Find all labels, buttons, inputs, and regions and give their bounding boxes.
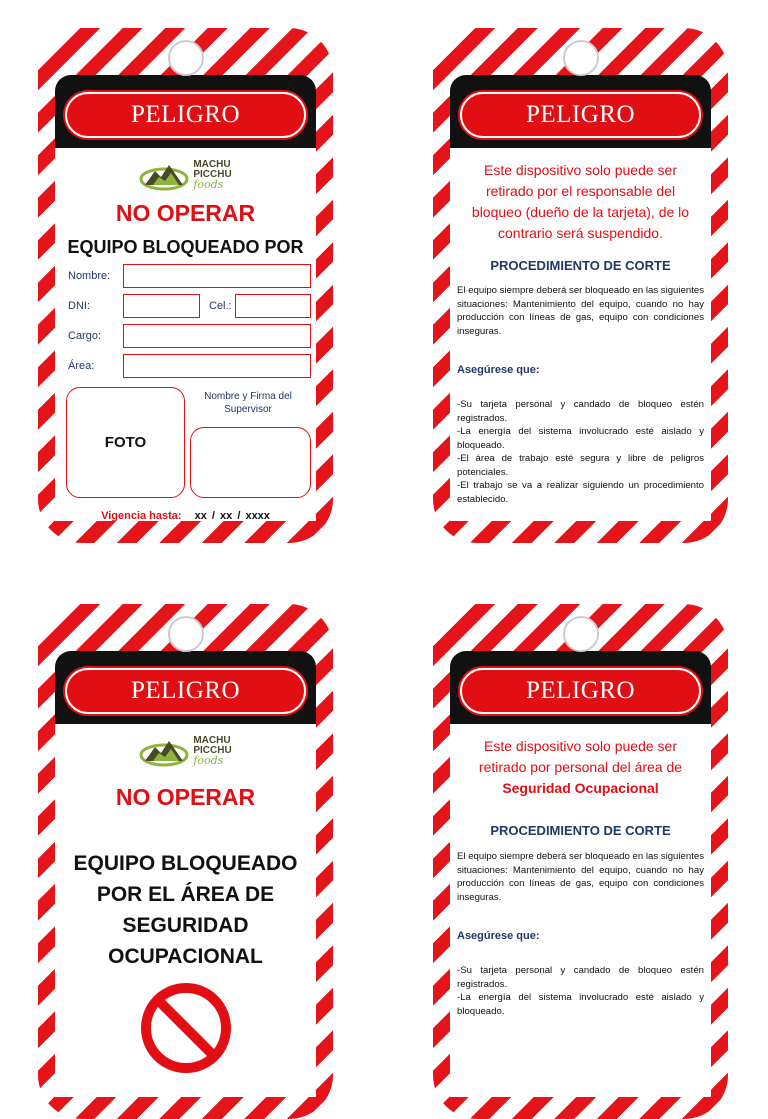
ensure-title: Asegúrese que: (457, 364, 540, 376)
prohibited-icon (140, 982, 232, 1074)
ensure-title: Asegúrese que: (457, 930, 540, 942)
ensure-list (457, 398, 704, 506)
nombre-label: Nombre: (68, 270, 111, 282)
warning-text: Este dispositivo solo puede ser retirado por personal del área de (478, 738, 683, 775)
photo-label: FOTO (104, 434, 147, 451)
vigencia-label: Vigencia hasta: (101, 510, 182, 522)
ensure-item: -El trabajo se va a realizar siguiendo un procedimiento establecido. (457, 480, 704, 505)
ensure-list (457, 964, 704, 1018)
cargo-label: Cargo: (68, 330, 102, 342)
removal-warning (463, 736, 698, 799)
security-block-subtitle: EQUIPO BLOQUEADO POR EL ÁREA DE SEGURIDAD OCUPACIONAL (73, 852, 298, 968)
logo-line-picchu: PICCHU (193, 169, 232, 180)
cel-field[interactable] (235, 294, 311, 318)
company-logo (38, 730, 333, 772)
photo-box[interactable] (66, 387, 185, 498)
equipo-bloqueado-subtitle: EQUIPO BLOQUEADO POR (67, 237, 304, 257)
ensure-item: -El área de trabajo esté segura y libre de peligros potenciales. (457, 453, 704, 478)
area-label: Área: (68, 360, 95, 372)
lockout-tag-personal-front (38, 28, 333, 543)
ensure-item: -Su tarjeta personal y candado de bloqueo estén registrados. (457, 965, 704, 990)
vigencia-value: xx / xx / xxxx (194, 510, 270, 522)
logo-text (193, 736, 231, 766)
lockout-tag-security-back (433, 604, 728, 1119)
lockout-tag-personal-back (433, 28, 728, 543)
tag-hole (563, 40, 599, 76)
company-logo (38, 154, 333, 196)
vigencia-line (38, 510, 333, 522)
logo-line-foods: foods (193, 178, 224, 191)
tag-hole (168, 40, 204, 76)
dni-label: DNI: (68, 300, 90, 312)
peligro-banner: PELIGRO (65, 668, 306, 714)
cargo-field[interactable] (123, 324, 311, 348)
warning-bold: Seguridad Ocupacional (502, 780, 659, 796)
logo-line-machu: MACHU (193, 159, 231, 170)
cel-label: Cel.: (209, 300, 232, 312)
procedure-text: El equipo siempre deberá ser bloqueado en las siguientes situaciones: Mantenimiento del equipo, cuando no hay producción con líneas de gas, equipo con condiciones inseguras. (457, 285, 704, 337)
procedure-title: PROCEDIMIENTO DE CORTE (490, 823, 671, 838)
logo-line-machu: MACHU (193, 735, 231, 746)
tag-hole (563, 616, 599, 652)
peligro-banner: PELIGRO (460, 668, 701, 714)
logo-line-foods: foods (193, 754, 224, 767)
tag-hole (168, 616, 204, 652)
ensure-item: -La energía del sistema involucrado esté aislado y bloqueado. (457, 992, 704, 1017)
ensure-item: -La energía del sistema involucrado esté aislado y bloqueado. (457, 426, 704, 451)
nombre-field[interactable] (123, 264, 311, 288)
dni-field[interactable] (123, 294, 200, 318)
logo-text (193, 160, 231, 190)
area-field[interactable] (123, 354, 311, 378)
logo-line-picchu: PICCHU (193, 745, 232, 756)
supervisor-label: Nombre y Firma del Supervisor (204, 391, 292, 415)
procedure-title: PROCEDIMIENTO DE CORTE (490, 258, 671, 273)
mountain-logo-icon (139, 735, 189, 767)
peligro-banner: PELIGRO (65, 92, 306, 138)
mountain-logo-icon (139, 159, 189, 191)
removal-warning: Este dispositivo solo puede ser retirado por el responsable del bloqueo (dueño de la tarjeta), de lo contrario será suspendido. (471, 162, 690, 241)
procedure-text: El equipo siempre deberá ser bloqueado en las siguientes situaciones: Mantenimiento del equipo, cuando no hay producción con líneas de gas, equipo con condiciones inseguras. (457, 851, 704, 903)
lockout-tag-security-front (38, 604, 333, 1119)
no-operar-title: NO OPERAR (115, 784, 256, 810)
peligro-banner: PELIGRO (460, 92, 701, 138)
ensure-item: -Su tarjeta personal y candado de bloqueo estén registrados. (457, 399, 704, 424)
supervisor-signature-box[interactable] (190, 427, 311, 498)
no-operar-title: NO OPERAR (115, 200, 256, 226)
